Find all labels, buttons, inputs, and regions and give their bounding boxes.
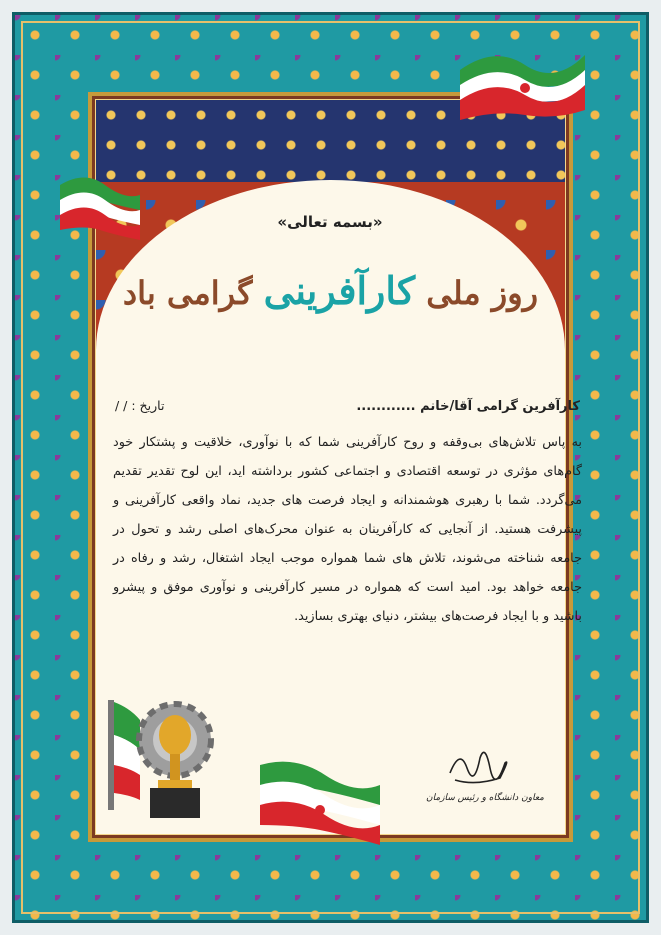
title-part2: کارآفرینی	[263, 268, 416, 313]
bismillah-heading: «بسمه تعالی»	[277, 213, 383, 231]
trophy-icon	[100, 690, 220, 830]
title-part3: گرامی باد	[122, 274, 253, 312]
recipient-salutation: کارآفرین گرامی آقا/خانم ............	[356, 399, 580, 414]
recipient-row	[115, 398, 580, 414]
body-paragraph: به پاس تلاش‌های بی‌وقفه و روح کارآفرینی شما که با نوآوری، خلاقیت و پشتکار خود گام‌های مؤثری در توسعه اقتصادی و اجتماعی کشور برداشته اید، این لوح تقدیر تقدیم می‌گردد. شما با رهبری هوشمندانه و ایجاد فرصت های جدید، نماد واقعی کارآفرینی و پیشرفت هستید. از آنجایی که کارآفرینان به عنوان محرک‌های اصلی رشد و تحول در جامعه شناخته می‌شوند، تلاش های شما همواره موجب ایجاد اشتغال، رشد و رفاه در جامعه خواهد بود. امید است که همواره در مسیر کارآفرینی و نوآوری موفق و پیشرو باشید و با ایجاد فرصت‌های بیشتر، دنیای بهتری بسازید.	[113, 435, 582, 624]
date-label: تاریخ : / /	[115, 398, 165, 413]
certificate-title	[120, 262, 541, 319]
iran-flag-icon	[55, 165, 145, 255]
title-part1: روز ملی	[426, 274, 539, 312]
iran-flag-icon	[455, 40, 590, 120]
iran-flag-icon	[255, 755, 385, 855]
signature-mark	[445, 738, 515, 788]
signer-title: معاون دانشگاه و رئیس سازمان	[426, 793, 544, 803]
